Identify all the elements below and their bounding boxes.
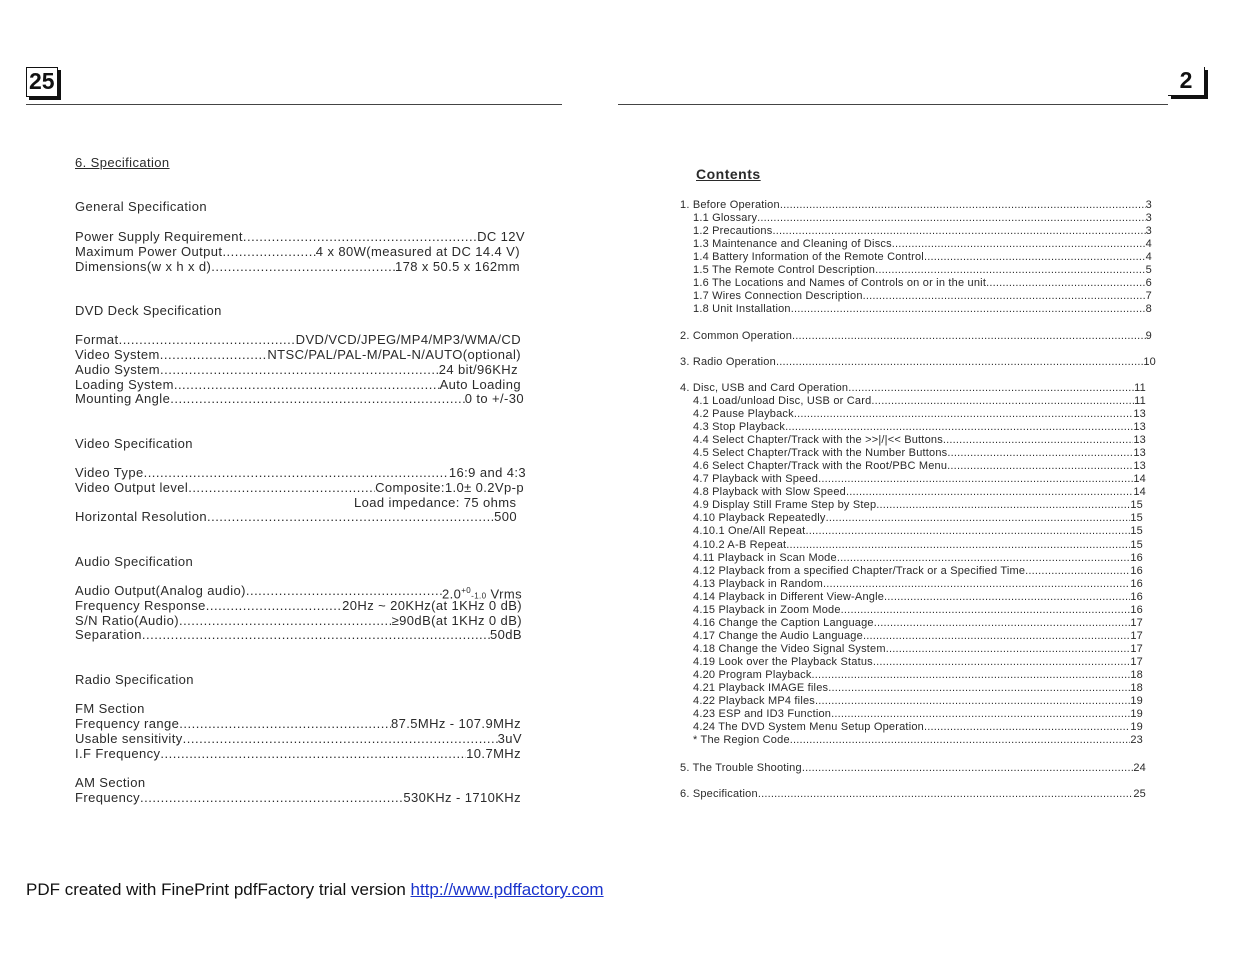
toc-entry-label: 4.24 The DVD System Menu Setup Operation — [693, 721, 924, 733]
toc-entry-page: 13 — [1133, 460, 1146, 472]
spec-label: Frequency Response — [75, 598, 206, 613]
spec-label: Video Type — [75, 465, 144, 480]
toc-entry-label: 4.10.1 One/All Repeat — [693, 525, 806, 537]
spec-row-video-output — [75, 480, 524, 496]
toc-entry-page: 6 — [1145, 277, 1152, 289]
footer-link[interactable]: http://www.pdffactory.com — [410, 880, 604, 899]
spec-value: 20Hz ~ 20KHz(at 1KHz 0 dB) — [342, 598, 522, 613]
spec-value: ≥90dB(at 1KHz 0 dB) — [391, 613, 522, 628]
toc-entry-label: 1.8 Unit Installation — [693, 303, 791, 315]
spec-row-mounting-angle — [75, 391, 524, 407]
toc-entry-page: 15 — [1130, 525, 1143, 537]
toc-entry-page: 15 — [1130, 512, 1143, 524]
toc-entry-page: 19 — [1130, 708, 1143, 720]
toc-entry-label: 4.6 Select Chapter/Track with the Root/PBC Menu — [693, 460, 948, 472]
toc-leader-dots — [841, 604, 1131, 617]
toc-entry-page: 3 — [1145, 225, 1152, 237]
toc-leader-dots — [758, 788, 1134, 801]
dvd-spec-title: DVD Deck Specification — [75, 303, 222, 318]
spec-value — [441, 583, 522, 602]
spec-value: 0 to +/-30 — [464, 391, 524, 406]
toc-leader-dots — [812, 669, 1131, 682]
toc-entry-page: 13 — [1133, 408, 1146, 420]
toc-entry — [693, 656, 1143, 669]
toc-entry — [693, 604, 1143, 617]
am-section-title: AM Section — [75, 775, 146, 790]
toc-entry — [693, 682, 1143, 695]
spec-value: NTSC/PAL/PAL-M/PAL-N/AUTO(optional) — [267, 347, 521, 362]
toc-entry-label: 4.14 Playback in Different View-Angle — [693, 591, 885, 603]
toc-leader-dots — [818, 473, 1133, 486]
spec-row-video-type — [75, 465, 526, 481]
toc-leader-dots — [924, 721, 1130, 734]
spec-row-fm-if — [75, 746, 521, 762]
toc-entry — [693, 591, 1143, 604]
spec-label: Dimensions(w x h x d) — [75, 259, 212, 274]
toc-entry-label: 4.23 ESP and ID3 Function — [693, 708, 832, 720]
audio-out-main: 2.0 — [441, 586, 462, 602]
toc-entry — [693, 565, 1143, 578]
toc-leader-dots — [805, 525, 1130, 538]
spec-label: Power Supply Requirement — [75, 229, 243, 244]
toc-leader-dots — [831, 708, 1130, 721]
general-spec-title: General Specification — [75, 199, 207, 214]
spec-value: 178 x 50.5 x 162mm — [395, 259, 520, 274]
toc-entry-page: 23 — [1130, 734, 1143, 746]
toc-entry — [693, 408, 1146, 421]
toc-entry — [693, 512, 1143, 525]
toc-entry-label: 4.22 Playback MP4 files — [693, 695, 815, 707]
toc-entry-label: 4.18 Change the Video Signal System — [693, 643, 886, 655]
toc-entry — [693, 630, 1143, 643]
spec-heading: 6. Specification — [75, 155, 170, 170]
spec-label: I.F Frequency — [75, 746, 161, 761]
toc-entry — [693, 499, 1143, 512]
toc-entry-page: 13 — [1133, 434, 1146, 446]
toc-leader-dots — [876, 499, 1130, 512]
toc-leader-dots — [828, 682, 1130, 695]
toc-leader-dots — [785, 421, 1133, 434]
audio-spec-title: Audio Specification — [75, 554, 194, 569]
toc-entry-label: 4.8 Playback with Slow Speed — [693, 486, 846, 498]
spec-label: Audio Output(Analog audio) — [75, 583, 246, 598]
header-rule-right — [618, 104, 1168, 105]
toc-entry-page: 17 — [1130, 656, 1143, 668]
toc-entry — [693, 617, 1143, 630]
toc-leader-dots — [780, 199, 1146, 212]
toc-entry — [693, 721, 1143, 734]
spec-value: 16:9 and 4:3 — [448, 465, 526, 480]
toc-leader-dots — [986, 277, 1146, 290]
toc-entry-page: 24 — [1133, 762, 1146, 774]
spec-row-audio-system — [75, 362, 518, 378]
toc-entry — [693, 486, 1146, 499]
spec-value: 50dB — [490, 627, 522, 642]
toc-entry — [680, 382, 1146, 395]
toc-entry-label: 1.4 Battery Information of the Remote Control — [693, 251, 924, 263]
audio-out-tolerance-minus: -1.0 — [471, 591, 487, 601]
toc-entry-label: 3. Radio Operation — [680, 356, 776, 368]
toc-entry-page: 17 — [1130, 617, 1143, 629]
toc-entry-label: 4.7 Playback with Speed — [693, 473, 819, 485]
toc-entry-label: 1.1 Glossary — [693, 212, 758, 224]
toc-entry-label: 1.3 Maintenance and Cleaning of Discs — [693, 238, 892, 250]
toc-leader-dots — [823, 578, 1130, 591]
toc-entry-page: 15 — [1130, 539, 1143, 551]
toc-entry-label: 4.9 Display Still Frame Step by Step — [693, 499, 877, 511]
toc-entry-page: 18 — [1130, 682, 1143, 694]
toc-entry-page: 16 — [1130, 604, 1143, 616]
toc-leader-dots — [875, 264, 1146, 277]
spec-label: Audio System — [75, 362, 161, 377]
toc-entry — [693, 290, 1152, 303]
toc-entry — [693, 539, 1143, 552]
toc-leader-dots — [790, 734, 1131, 747]
toc-entry-page: 14 — [1133, 486, 1146, 498]
toc-entry — [693, 643, 1143, 656]
spec-value: 87.5MHz - 107.9MHz — [390, 716, 521, 731]
toc-entry — [680, 356, 1156, 369]
toc-leader-dots — [943, 434, 1133, 447]
spec-label: Frequency range — [75, 716, 180, 731]
toc-entry-page: 19 — [1130, 721, 1143, 733]
toc-leader-dots — [924, 251, 1146, 264]
toc-leader-dots — [892, 238, 1146, 251]
spec-label: Loading System — [75, 377, 174, 392]
toc-leader-dots — [794, 408, 1134, 421]
toc-leader-dots — [1025, 565, 1130, 578]
toc-entry — [693, 434, 1146, 447]
toc-entry — [693, 473, 1146, 486]
radio-spec-title: Radio Specification — [75, 672, 194, 687]
toc-entry — [693, 447, 1146, 460]
toc-entry-page: 19 — [1130, 695, 1143, 707]
toc-entry-label: 2. Common Operation — [680, 330, 793, 342]
toc-leader-dots — [884, 591, 1130, 604]
spec-label: Horizontal Resolution — [75, 509, 207, 524]
toc-entry-label: 4.19 Look over the Playback Status — [693, 656, 873, 668]
toc-entry-label: 4.13 Playback in Random — [693, 578, 823, 590]
toc-entry-label: * The Region Code — [693, 734, 790, 746]
footer-text: PDF created with FinePrint pdfFactory trial version — [26, 880, 411, 899]
fm-section-title: FM Section — [75, 701, 145, 716]
toc-entry-label: 1.2 Precautions — [693, 225, 773, 237]
toc-entry-label: 4.3 Stop Playback — [693, 421, 786, 433]
toc-entry-page: 5 — [1145, 264, 1152, 276]
page-number-right: 2 — [1168, 67, 1205, 96]
pdf-footer — [26, 880, 604, 900]
toc-entry-label: 4.11 Playback in Scan Mode — [693, 552, 837, 564]
spec-row-output — [75, 244, 520, 260]
toc-entry-page: 3 — [1145, 212, 1152, 224]
toc-entry-label: 1.7 Wires Connection Description — [693, 290, 863, 302]
toc-entry — [693, 421, 1146, 434]
spec-label: Usable sensitivity — [75, 731, 183, 746]
toc-entry-page: 3 — [1145, 199, 1152, 211]
video-spec-title: Video Specification — [75, 436, 193, 451]
toc-entry-label: 4.1 Load/unload Disc, USB or Card — [693, 395, 872, 407]
toc-entry-label: 4.21 Playback IMAGE files — [693, 682, 829, 694]
toc-entry-label: 4.15 Playback in Zoom Mode — [693, 604, 841, 616]
spec-row-horizontal-resolution — [75, 509, 517, 525]
toc-entry-page: 9 — [1145, 330, 1152, 342]
spec-label: Maximum Power Output — [75, 244, 223, 259]
toc-entry — [680, 788, 1146, 801]
toc-entry-page: 13 — [1133, 447, 1146, 459]
spec-row-frequency-response — [75, 598, 522, 614]
spec-value: 500 — [494, 509, 517, 524]
spec-label: Video Output level — [75, 480, 189, 495]
contents-title: Contents — [696, 166, 761, 182]
toc-leader-dots — [776, 356, 1143, 369]
spec-value: 10.7MHz — [466, 746, 521, 761]
toc-entry-label: 4.17 Change the Audio Language — [693, 630, 863, 642]
toc-entry-page: 16 — [1130, 565, 1143, 577]
spec-label: Separation — [75, 627, 142, 642]
page-number-left: 25 — [26, 67, 58, 97]
toc-leader-dots — [874, 617, 1131, 630]
toc-leader-dots — [792, 330, 1146, 343]
toc-entry — [693, 251, 1152, 264]
spec-value: 4 x 80W(measured at DC 14.4 V) — [315, 244, 520, 259]
toc-entry-label: 4.10.2 A-B Repeat — [693, 539, 787, 551]
spec-value: 3uV — [497, 731, 522, 746]
toc-entry — [680, 199, 1152, 212]
toc-entry-label: 1.5 The Remote Control Description — [693, 264, 876, 276]
toc-entry-page: 17 — [1130, 630, 1143, 642]
toc-entry-page: 16 — [1130, 578, 1143, 590]
spec-row-fm-range — [75, 716, 521, 732]
toc-entry-page: 10 — [1143, 356, 1156, 368]
toc-entry — [693, 552, 1143, 565]
toc-entry — [693, 277, 1152, 290]
toc-leader-dots — [802, 762, 1134, 775]
spec-value: DVD/VCD/JPEG/MP4/MP3/WMA/CD — [295, 332, 521, 347]
toc-leader-dots — [863, 290, 1146, 303]
toc-entry-page: 4 — [1145, 238, 1152, 250]
toc-entry-page: 8 — [1145, 303, 1152, 315]
toc-entry-label: 6. Specification — [680, 788, 758, 800]
spec-row-power — [75, 229, 525, 245]
spec-value: 24 bit/96KHz — [438, 362, 518, 377]
toc-entry-label: 1.6 The Locations and Names of Controls on or in the unit — [693, 277, 987, 289]
toc-entry — [693, 238, 1152, 251]
toc-entry-label: 1. Before Operation — [680, 199, 780, 211]
toc-entry-page: 16 — [1130, 591, 1143, 603]
toc-leader-dots — [826, 512, 1131, 525]
toc-entry-label: 5. The Trouble Shooting — [680, 762, 802, 774]
toc-entry-page: 17 — [1130, 643, 1143, 655]
spec-label: Video System — [75, 347, 160, 362]
toc-entry — [693, 395, 1146, 408]
toc-entry-label: 4. Disc, USB and Card Operation — [680, 382, 849, 394]
toc-entry — [680, 762, 1146, 775]
toc-leader-dots — [863, 630, 1130, 643]
toc-entry-page: 25 — [1133, 788, 1146, 800]
spec-label: Mounting Angle — [75, 391, 171, 406]
toc-entry-label: 4.12 Playback from a specified Chapter/Track or a Specified Time — [693, 565, 1026, 577]
toc-entry-label: 4.10 Playback Repeatedly — [693, 512, 826, 524]
toc-entry-label: 4.2 Pause Playback — [693, 408, 794, 420]
toc-entry — [693, 578, 1143, 591]
toc-leader-dots — [871, 395, 1134, 408]
toc-leader-dots — [757, 212, 1146, 225]
toc-leader-dots — [772, 225, 1145, 238]
toc-entry-label: 4.16 Change the Caption Language — [693, 617, 874, 629]
spec-label: S/N Ratio(Audio) — [75, 613, 179, 628]
toc-entry — [693, 734, 1143, 747]
load-impedance-text: Load impedance: 75 ohms — [354, 495, 517, 510]
toc-entry-label: 4.4 Select Chapter/Track with the >>|/|<< Buttons — [693, 434, 943, 446]
audio-out-unit: Vrms — [486, 586, 522, 602]
toc-entry-page: 15 — [1130, 499, 1143, 511]
toc-entry-page: 11 — [1134, 395, 1146, 407]
spec-value: 530KHz - 1710KHz — [403, 790, 521, 805]
toc-entry — [693, 460, 1146, 473]
spec-row-fm-sensitivity — [75, 731, 522, 747]
spec-row-format — [75, 332, 521, 348]
toc-entry-page: 18 — [1130, 669, 1143, 681]
toc-leader-dots — [837, 552, 1131, 565]
spec-row-video-system — [75, 347, 521, 363]
spec-value: Auto Loading — [439, 377, 521, 392]
spec-label: Format — [75, 332, 119, 347]
toc-entry-page: 16 — [1130, 552, 1143, 564]
toc-entry — [693, 525, 1143, 538]
spec-row-dimensions — [75, 259, 520, 275]
toc-entry-page: 14 — [1133, 473, 1146, 485]
toc-entry-page: 7 — [1145, 290, 1152, 302]
toc-entry-page: 4 — [1145, 251, 1152, 263]
toc-leader-dots — [848, 382, 1134, 395]
toc-entry — [680, 330, 1152, 343]
toc-leader-dots — [786, 539, 1130, 552]
spec-label: Frequency — [75, 790, 141, 805]
toc-entry — [693, 708, 1143, 721]
toc-entry — [693, 212, 1152, 225]
toc-entry — [693, 225, 1152, 238]
toc-leader-dots — [846, 486, 1133, 499]
toc-leader-dots — [886, 643, 1131, 656]
header-rule-left — [26, 104, 562, 105]
toc-entry — [693, 695, 1143, 708]
toc-entry-page: 11 — [1134, 382, 1146, 394]
audio-out-tolerance-plus: +0 — [461, 586, 472, 595]
spec-value: Composite:1.0± 0.2Vp-p — [375, 480, 524, 495]
toc-entry — [693, 669, 1143, 682]
toc-leader-dots — [947, 447, 1133, 460]
spec-row-separation — [75, 627, 522, 643]
spec-value: DC 12V — [477, 229, 525, 244]
spec-row-am-frequency — [75, 790, 521, 806]
toc-entry-page: 13 — [1133, 421, 1146, 433]
toc-entry — [693, 264, 1152, 277]
toc-entry-label: 4.20 Program Playback — [693, 669, 812, 681]
toc-leader-dots — [947, 460, 1133, 473]
toc-leader-dots — [815, 695, 1130, 708]
toc-entry — [693, 303, 1152, 316]
toc-leader-dots — [791, 303, 1146, 316]
toc-leader-dots — [873, 656, 1131, 669]
toc-entry-label: 4.5 Select Chapter/Track with the Number Buttons — [693, 447, 948, 459]
spec-row-audio-output — [75, 583, 522, 602]
